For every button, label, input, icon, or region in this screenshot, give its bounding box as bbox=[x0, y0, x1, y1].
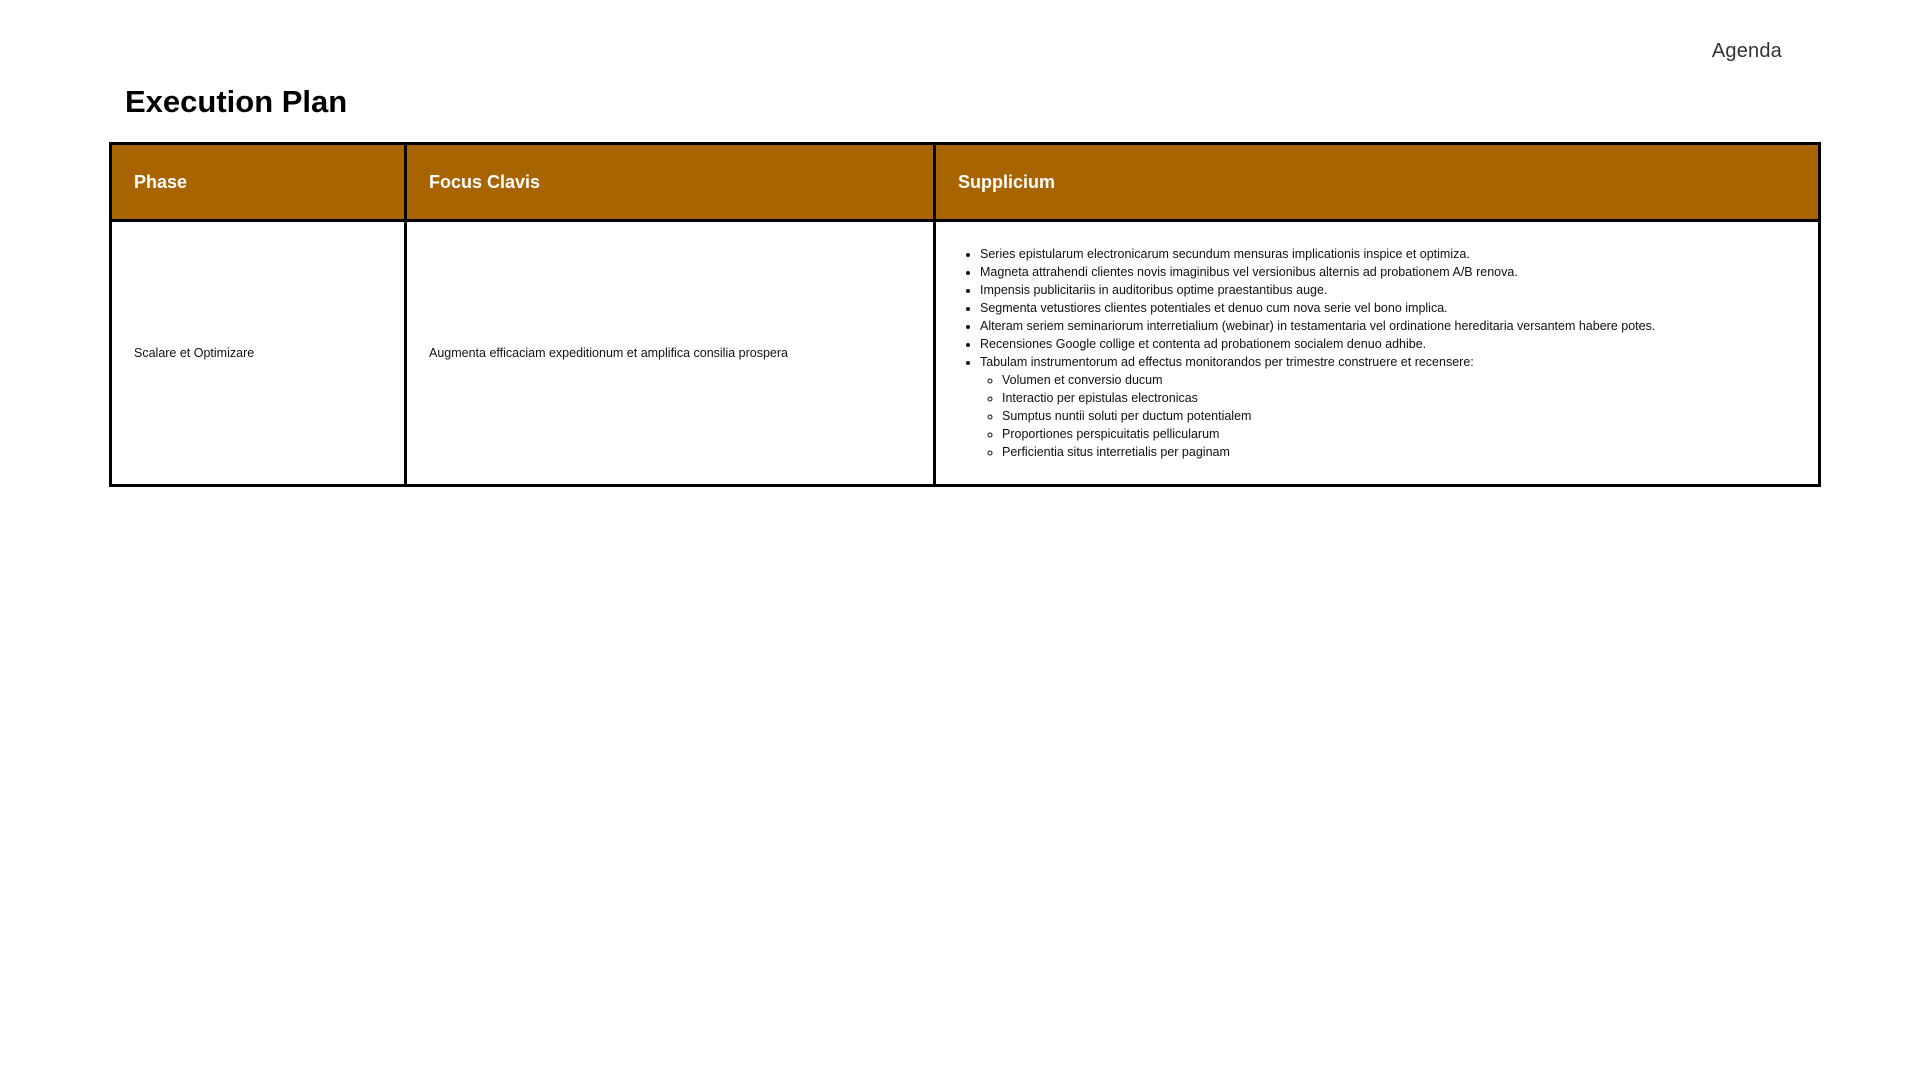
section-label: Agenda bbox=[1711, 40, 1782, 62]
list-item-with-sublist bbox=[980, 353, 1796, 461]
list-item-text: Tabulam instrumentorum ad effectus monitorandos per trimestre construere et recensere: bbox=[980, 355, 1474, 369]
supplicium-list bbox=[958, 245, 1796, 461]
list-item: • Impensis publicitariis in auditoribus optime praestantibus auge. bbox=[980, 281, 1796, 299]
sub-list-item: ◦ Sumptus nuntii soluti per ductum potentialem bbox=[1002, 407, 1796, 425]
cell-focus: Augmenta efficaciam expeditionum et amplifica consilia prospera bbox=[406, 221, 935, 486]
list-item: • Series epistularum electronicarum secundum mensuras implicationis inspice et optimiza. bbox=[980, 245, 1796, 263]
column-header-supplicium: Supplicium bbox=[935, 144, 1820, 221]
cell-phase: Scalare et Optimizare bbox=[111, 221, 406, 486]
sub-list-item: ◦ Perficientia situs interretialis per paginam bbox=[1002, 443, 1796, 461]
execution-plan-table bbox=[109, 142, 1821, 487]
list-item: • Recensiones Google collige et contenta ad probationem socialem denuo adhibe. bbox=[980, 335, 1796, 353]
column-header-focus: Focus Clavis bbox=[406, 144, 935, 221]
list-item: • Segmenta vetustiores clientes potentiales et denuo cum nova serie vel bono implica. bbox=[980, 299, 1796, 317]
list-item: • Magneta attrahendi clientes novis imaginibus vel versionibus alternis ad probationem A/B renova. bbox=[980, 263, 1796, 281]
table-header-row bbox=[111, 144, 1820, 221]
table-row bbox=[111, 221, 1820, 486]
list-item: • Alteram seriem seminariorum interretialium (webinar) in testamentaria vel ordinatione hereditaria versantem habere potes. bbox=[980, 317, 1796, 335]
page-title: Execution Plan bbox=[125, 84, 348, 119]
column-header-phase: Phase bbox=[111, 144, 406, 221]
sub-list-item: ◦ Proportiones perspicuitatis pellicularum bbox=[1002, 425, 1796, 443]
metrics-sublist bbox=[980, 371, 1796, 461]
cell-supplicium bbox=[935, 221, 1820, 486]
sub-list-item: ◦ Volumen et conversio ducum bbox=[1002, 371, 1796, 389]
sub-list-item: ◦ Interactio per epistulas electronicas bbox=[1002, 389, 1796, 407]
